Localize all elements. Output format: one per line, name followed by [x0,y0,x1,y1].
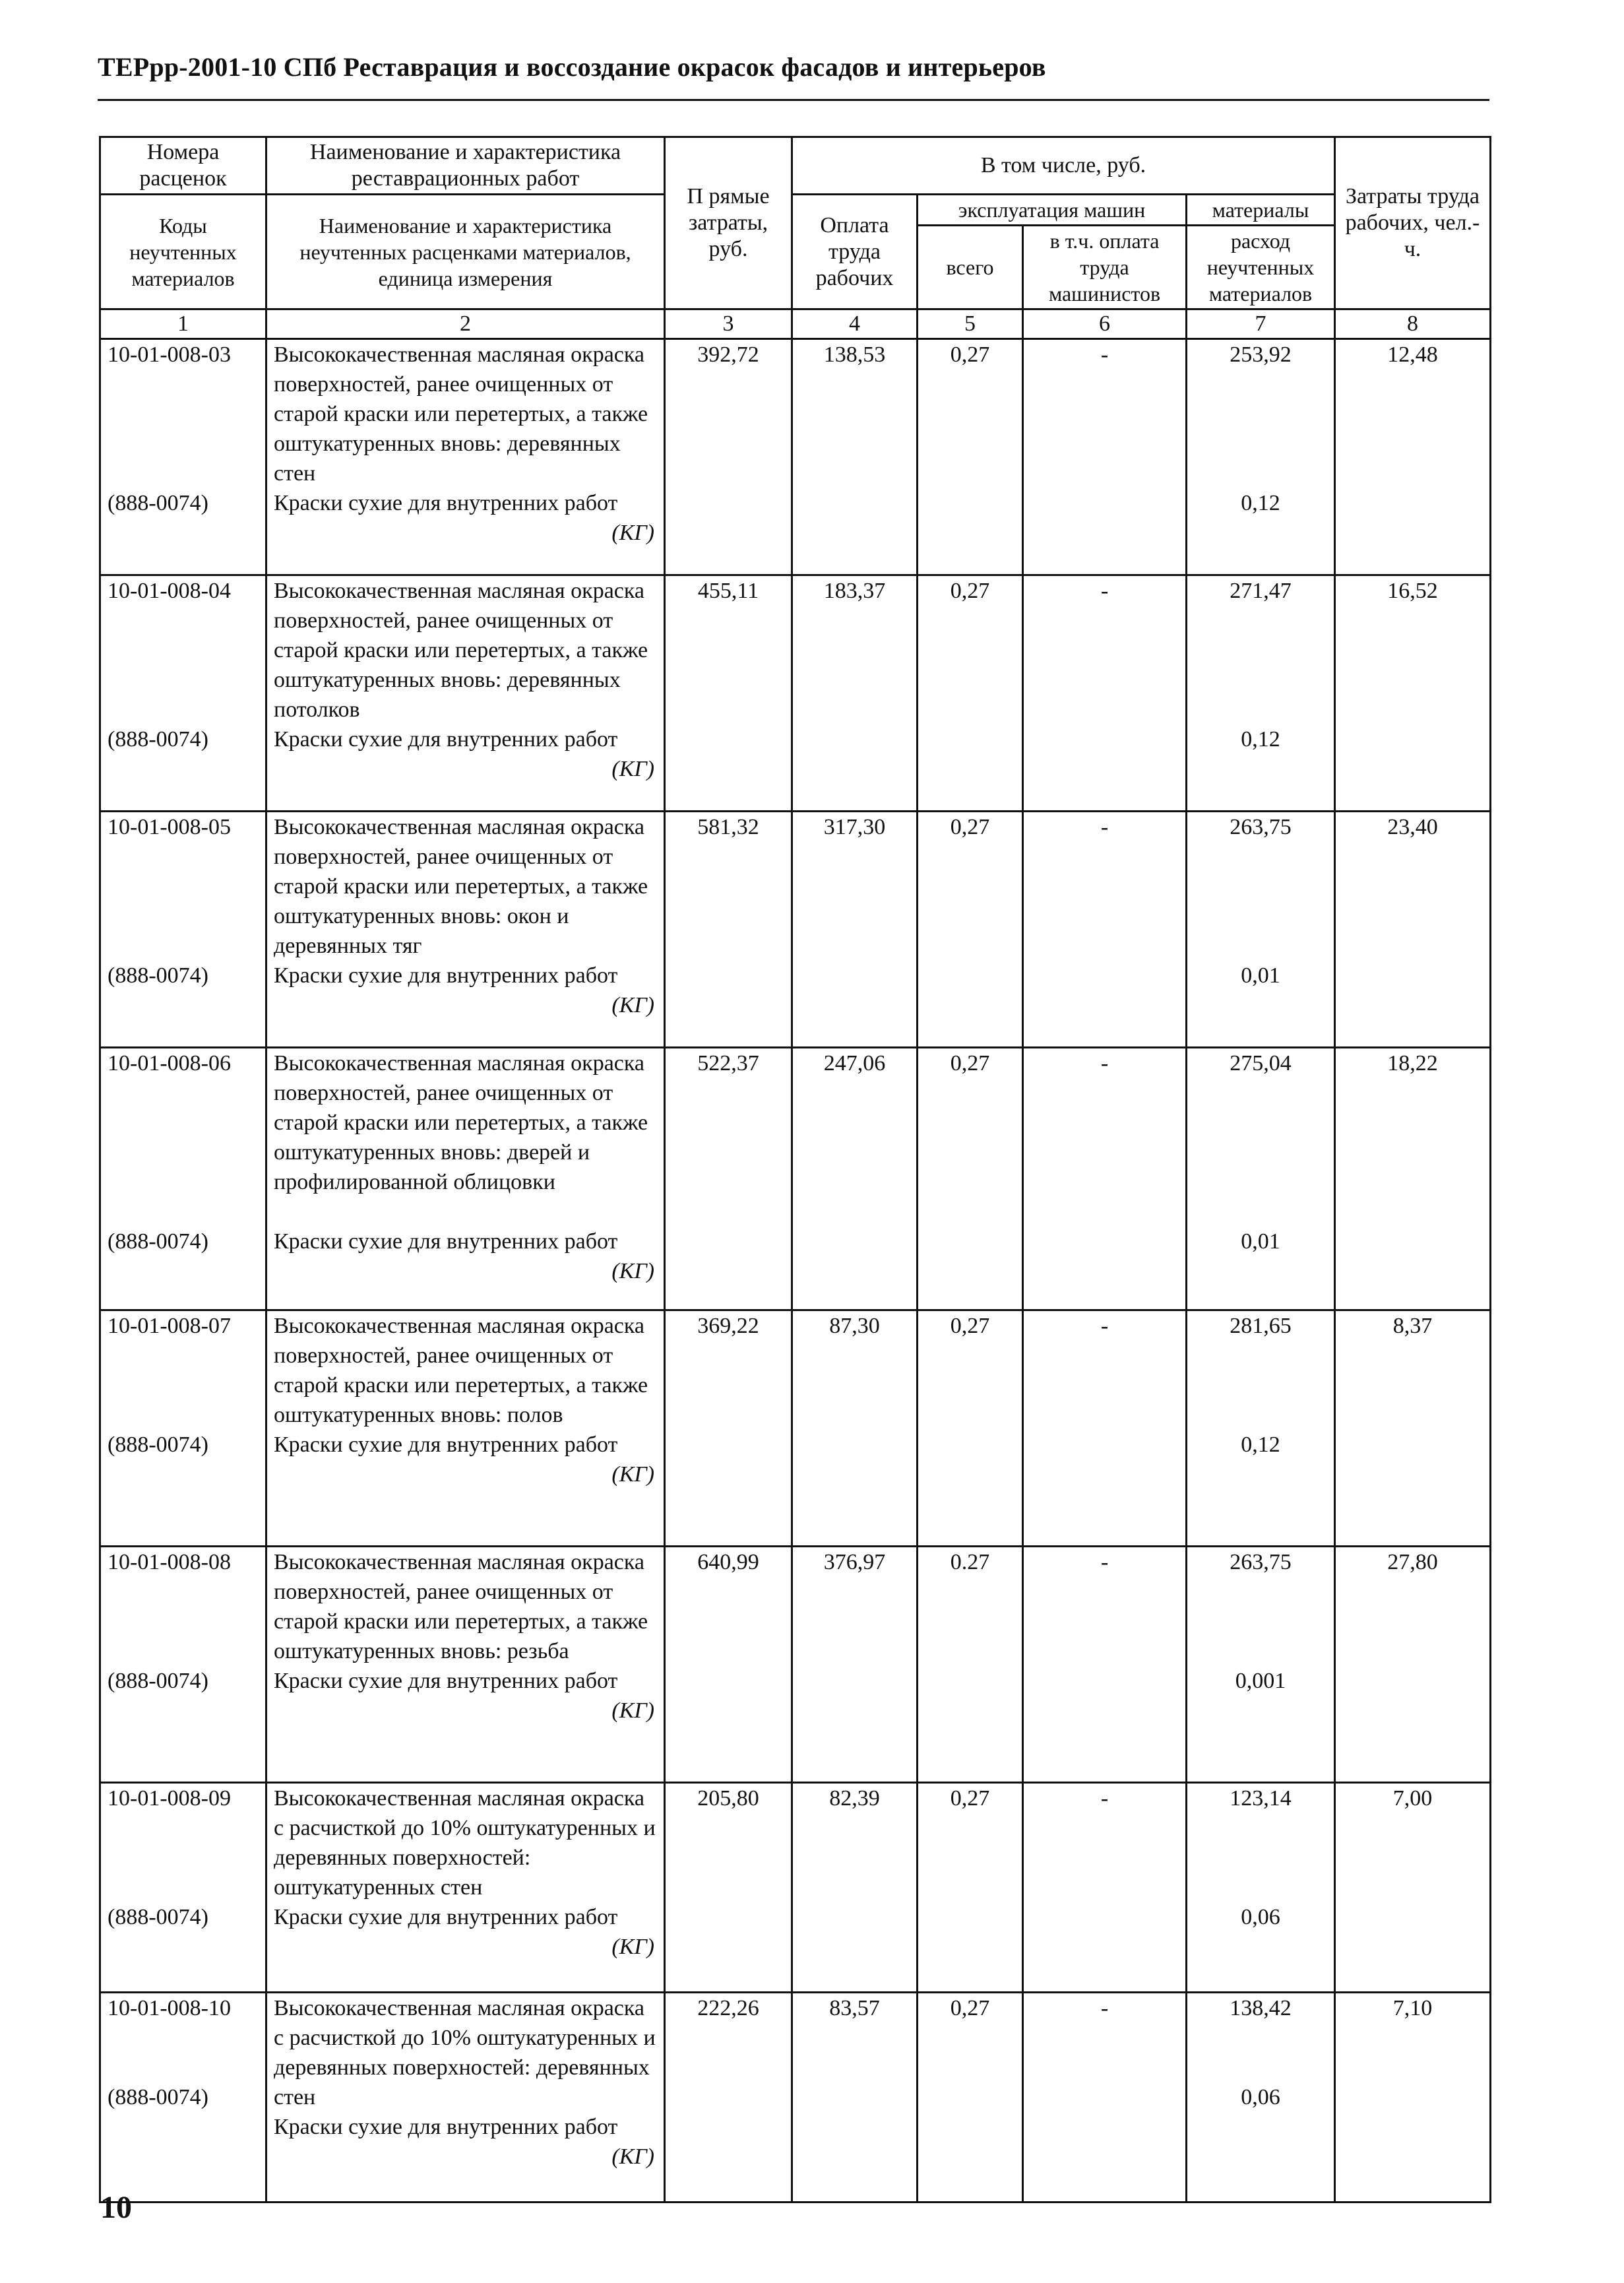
column-number: 5 [918,309,1023,339]
table-row [100,812,1491,1048]
header-machinists-pay: в т.ч. оплата труда машинистов [1023,226,1187,309]
column-number: 8 [1335,309,1491,339]
rate-name-cell [266,1310,665,1547]
materials-cell [1187,339,1335,575]
material-code: (888-0074) [108,1229,208,1254]
rate-code-cell [100,1048,266,1310]
column-number: 7 [1187,309,1335,339]
work-description: Высококачественная масляная окраска с расчисткой до 10% оштукатуренных и деревянных поверхностей: деревянных стен [274,1996,656,2109]
materials-cell [1187,1547,1335,1783]
materials-cell [1187,812,1335,1048]
rate-name-cell [266,1993,665,2203]
machines-total: 0,27 [918,339,1023,575]
header-including: В том числе, руб. [792,137,1335,195]
material-name: Краски сухие для внутренних работ [274,2115,618,2139]
rate-name-cell [266,339,665,575]
material-name: Краски сухие для внутренних работ [274,727,618,752]
rate-code-cell [100,1993,266,2203]
unit-label: (КГ) [611,993,654,1017]
unit-label: (КГ) [611,521,654,545]
work-description: Высококачественная масляная окраска с расчисткой до 10% оштукатуренных и деревянных поверхностей: оштукатуренных стен [274,1786,656,1900]
material-code: (888-0074) [108,963,208,988]
machinists-pay: - [1023,1993,1187,2203]
header-labor-pay: Оплата труда рабочих [792,195,918,309]
machinists-pay: - [1023,1783,1187,1993]
rate-code: 10-01-008-09 [108,1786,231,1811]
rate-code: 10-01-008-10 [108,1996,231,2020]
work-description: Высококачественная масляная окраска поверхностей, ранее очищенных от старой краски или перетертых, а также оштукатуренных вновь: окон и деревянных тяг [274,815,648,958]
table-row [100,1048,1491,1310]
rates-table [99,136,1491,2203]
labor-pay: 183,37 [792,575,918,812]
rate-code: 10-01-008-03 [108,342,231,367]
material-code: (888-0074) [108,1432,208,1457]
machines-total: 0,27 [918,1783,1023,1993]
materials-cost: 123,14 [1230,1786,1292,1811]
machinists-pay: - [1023,812,1187,1048]
column-number: 1 [100,309,266,339]
materials-cost: 253,92 [1230,342,1292,367]
materials-cell [1187,1783,1335,1993]
materials-cell [1187,1310,1335,1547]
labor-hours: 16,52 [1335,575,1491,812]
column-number: 2 [266,309,665,339]
labor-hours: 7,00 [1335,1783,1491,1993]
header-material-codes: Коды неучтенных материалов [100,195,266,309]
materials-cell [1187,1993,1335,2203]
material-consumption: 0,12 [1241,727,1280,752]
labor-hours: 23,40 [1335,812,1491,1048]
direct-costs: 581,32 [665,812,792,1048]
labor-pay: 317,30 [792,812,918,1048]
rate-code: 10-01-008-06 [108,1051,231,1076]
direct-costs: 640,99 [665,1547,792,1783]
material-name: Краски сухие для внутренних работ [274,963,618,988]
labor-hours: 18,22 [1335,1048,1491,1310]
page-number: 10 [100,2190,132,2225]
rate-rows [100,339,1491,2203]
header-rule [98,99,1489,101]
header-machines-total: всего [918,226,1023,309]
table-row [100,1547,1491,1783]
materials-cost: 281,65 [1230,1314,1292,1338]
rate-code-cell [100,1547,266,1783]
material-code: (888-0074) [108,1905,208,1929]
unit-label: (КГ) [611,2144,654,2169]
rate-code-cell [100,1310,266,1547]
material-name: Краски сухие для внутренних работ [274,491,618,515]
materials-cost: 275,04 [1230,1051,1292,1076]
material-code: (888-0074) [108,1669,208,1693]
rate-code: 10-01-008-05 [108,815,231,839]
materials-cost: 138,42 [1230,1996,1292,2020]
work-description: Высококачественная масляная окраска поверхностей, ранее очищенных от старой краски или перетертых, а также оштукатуренных вновь: полов [274,1314,648,1427]
machines-total: 0,27 [918,812,1023,1048]
labor-hours: 12,48 [1335,339,1491,575]
direct-costs: 522,37 [665,1048,792,1310]
materials-cost: 271,47 [1230,579,1292,603]
machinists-pay: - [1023,1048,1187,1310]
material-consumption: 0,01 [1241,963,1280,988]
header-direct-costs: П рямые затраты, руб. [665,137,792,309]
header-machine-operation: эксплуатация машин [918,195,1187,226]
material-consumption: 0,12 [1241,1432,1280,1457]
column-number: 4 [792,309,918,339]
table-row [100,575,1491,812]
machines-total: 0,27 [918,1048,1023,1310]
unit-label: (КГ) [611,1698,654,1723]
column-number-row [100,309,1491,339]
work-description: Высококачественная масляная окраска поверхностей, ранее очищенных от старой краски или перетертых, а также оштукатуренных вновь: дверей и профилированной облицовки [274,1051,648,1194]
header-work-name: Наименование и характеристика реставрационных работ [266,137,665,195]
material-consumption: 0,06 [1241,2085,1280,2109]
labor-pay: 138,53 [792,339,918,575]
header-material-name: Наименование и характеристика неучтенных расценками материалов, единица измерения [266,195,665,309]
rate-name-cell [266,1048,665,1310]
material-consumption: 0,01 [1241,1229,1280,1254]
direct-costs: 222,26 [665,1993,792,2203]
materials-cost: 263,75 [1230,1550,1292,1574]
labor-hours: 27,80 [1335,1547,1491,1783]
rate-code-cell [100,812,266,1048]
machines-total: 0.27 [918,1547,1023,1783]
table-row [100,1310,1491,1547]
labor-pay: 87,30 [792,1310,918,1547]
work-description: Высококачественная масляная окраска поверхностей, ранее очищенных от старой краски или перетертых, а также оштукатуренных вновь: деревянных потолков [274,579,648,722]
material-consumption: 0,001 [1235,1669,1286,1693]
material-code: (888-0074) [108,2085,208,2109]
unit-label: (КГ) [611,1935,654,1959]
rate-code-cell [100,1783,266,1993]
material-code: (888-0074) [108,491,208,515]
rate-code: 10-01-008-08 [108,1550,231,1574]
labor-hours: 7,10 [1335,1993,1491,2203]
materials-cell [1187,575,1335,812]
header-rate-numbers: Номера расценок [100,137,266,195]
labor-pay: 376,97 [792,1547,918,1783]
rate-name-cell [266,1783,665,1993]
machinists-pay: - [1023,575,1187,812]
materials-cost: 263,75 [1230,815,1292,839]
labor-hours: 8,37 [1335,1310,1491,1547]
labor-pay: 247,06 [792,1048,918,1310]
table-row [100,1993,1491,2203]
materials-cell [1187,1048,1335,1310]
rate-name-cell [266,1547,665,1783]
rate-code: 10-01-008-07 [108,1314,231,1338]
rate-code: 10-01-008-04 [108,579,231,603]
header-materials: материалы [1187,195,1335,226]
machinists-pay: - [1023,339,1187,575]
material-name: Краски сухие для внутренних работ [274,1669,618,1693]
page-header-title: ТЕРрр-2001-10 СПб Реставрация и воссоздание окрасок фасадов и интерьеров [98,52,1046,82]
direct-costs: 455,11 [665,575,792,812]
material-name: Краски сухие для внутренних работ [274,1229,618,1254]
material-name: Краски сухие для внутренних работ [274,1905,618,1929]
material-consumption: 0,06 [1241,1905,1280,1929]
material-consumption: 0,12 [1241,491,1280,515]
machinists-pay: - [1023,1310,1187,1547]
column-number: 6 [1023,309,1187,339]
unit-label: (КГ) [611,757,654,781]
table-row [100,1783,1491,1993]
direct-costs: 392,72 [665,339,792,575]
machinists-pay: - [1023,1547,1187,1783]
direct-costs: 205,80 [665,1783,792,1993]
machines-total: 0,27 [918,1310,1023,1547]
unit-label: (КГ) [611,1259,654,1283]
rate-name-cell [266,812,665,1048]
material-name: Краски сухие для внутренних работ [274,1432,618,1457]
machines-total: 0,27 [918,575,1023,812]
unit-label: (КГ) [611,1462,654,1487]
work-description: Высококачественная масляная окраска поверхностей, ранее очищенных от старой краски или перетертых, а также оштукатуренных вновь: резьба [274,1550,648,1663]
column-number: 3 [665,309,792,339]
material-code: (888-0074) [108,727,208,752]
header-labor-hours: Затраты труда рабочих, чел.-ч. [1335,137,1491,309]
rate-code-cell [100,339,266,575]
labor-pay: 83,57 [792,1993,918,2203]
table-row [100,339,1491,575]
machines-total: 0,27 [918,1993,1023,2203]
header-material-consumption: расход неучтенных материалов [1187,226,1335,309]
labor-pay: 82,39 [792,1783,918,1993]
direct-costs: 369,22 [665,1310,792,1547]
work-description: Высококачественная масляная окраска поверхностей, ранее очищенных от старой краски или перетертых, а также оштукатуренных вновь: деревянных стен [274,342,648,486]
rate-code-cell [100,575,266,812]
rate-name-cell [266,575,665,812]
